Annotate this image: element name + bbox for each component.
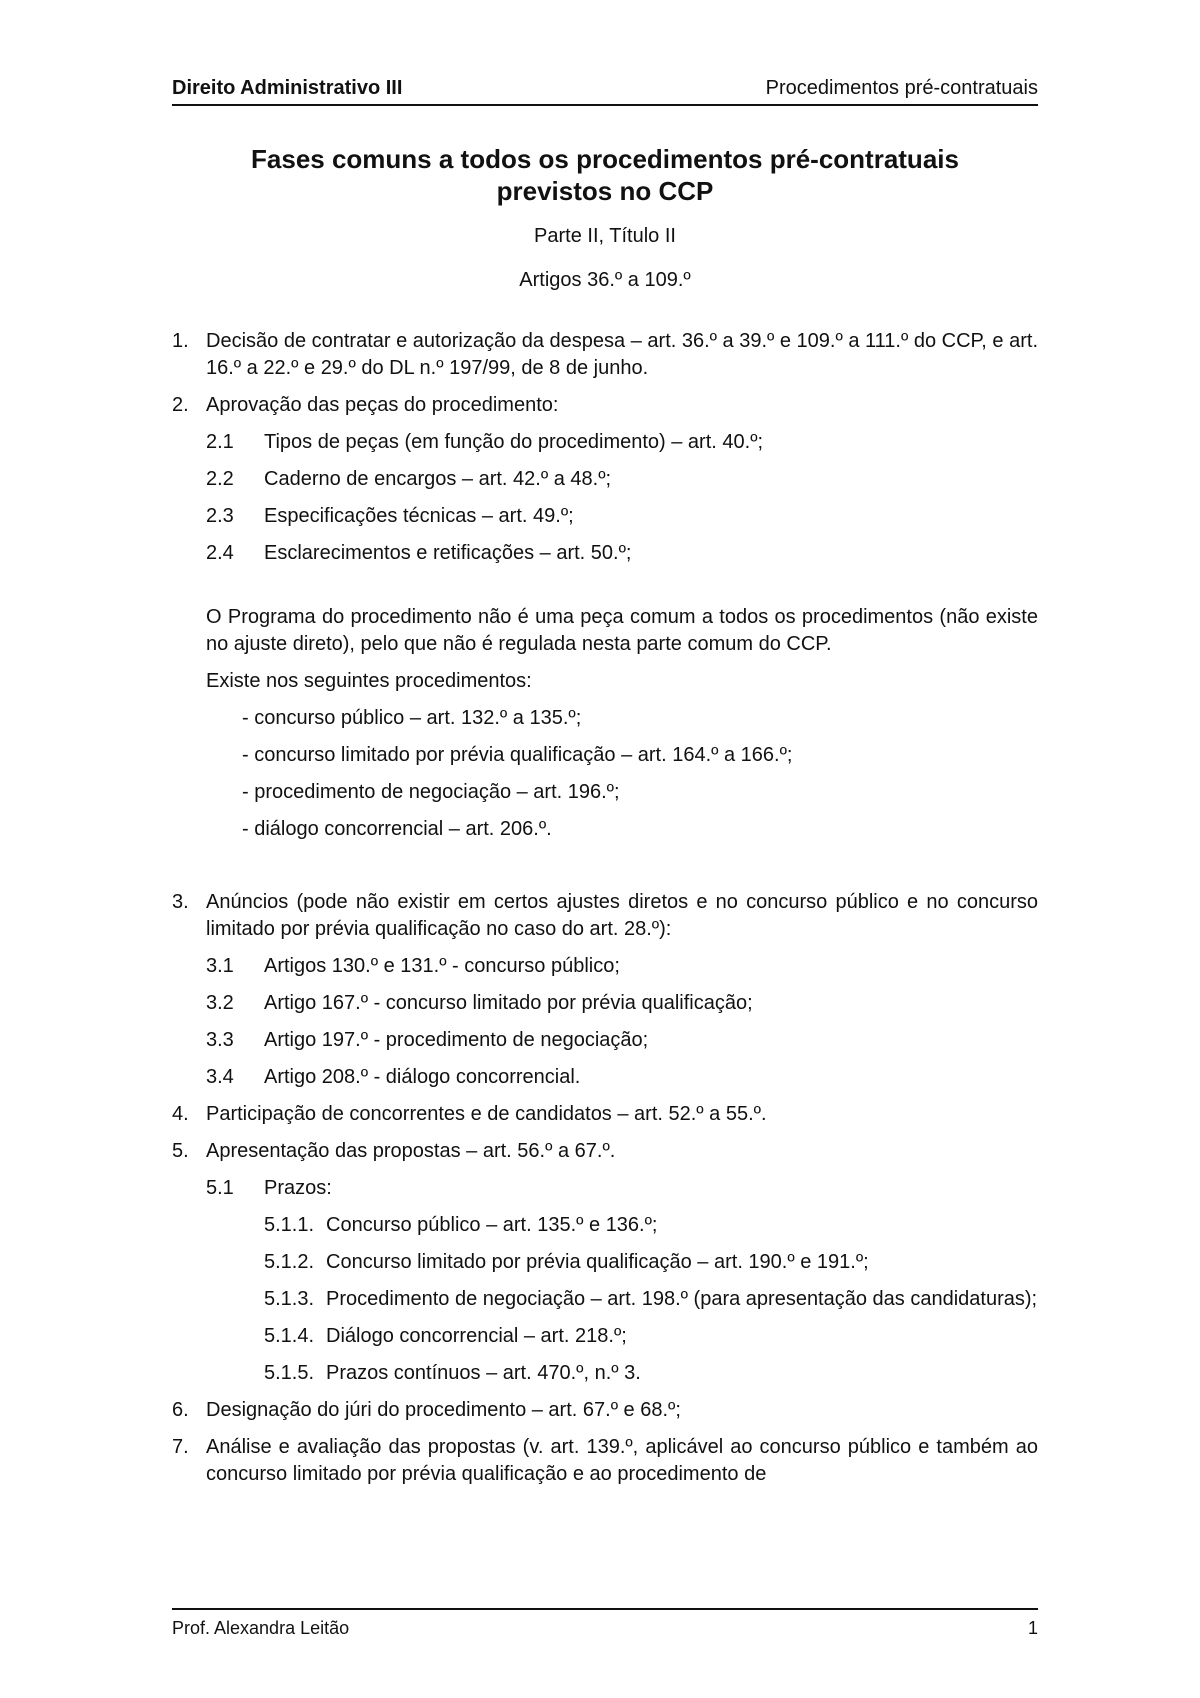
sub-item-number: 2.1 — [206, 431, 234, 453]
sub-item-text: Prazos: — [264, 1177, 332, 1199]
sub-item-number: 3.3 — [206, 1029, 234, 1051]
list-item — [172, 1138, 1038, 1165]
list-item-text: Apresentação das propostas – art. 56.º a 67.º. — [206, 1140, 616, 1162]
list-item-text: Participação de concorrentes e de candidatos – art. 52.º a 55.º. — [206, 1103, 767, 1125]
sub-item — [206, 503, 1038, 530]
list-item-number: 5. — [172, 1140, 189, 1162]
document-subtitle: Parte II, Título II — [534, 225, 676, 247]
sub-item-text: Artigos 130.º e 131.º - concurso público; — [264, 955, 620, 977]
document-articles: Artigos 36.º a 109.º — [519, 269, 691, 291]
list-item-number: 2. — [172, 394, 189, 416]
list-item — [172, 1101, 1038, 1128]
sub-item-number: 2.2 — [206, 468, 234, 490]
sub-item-number: 3.2 — [206, 992, 234, 1014]
header-section-title: Procedimentos pré-contratuais — [765, 77, 1038, 99]
sub-item-text: Artigo 167.º - concurso limitado por prévia qualificação; — [264, 992, 753, 1014]
list-item — [172, 889, 1038, 943]
title-line-1: Fases comuns a todos os procedimentos pré-contratuais — [251, 144, 959, 174]
sub-item — [206, 1064, 1038, 1091]
sub-item — [206, 1175, 1038, 1202]
sub-item — [206, 466, 1038, 493]
list-item — [172, 1434, 1038, 1488]
page-footer — [172, 1608, 1038, 1648]
sub-item-text: Especificações técnicas – art. 49.º; — [264, 505, 574, 527]
list-item-text: Aprovação das peças do procedimento: — [206, 394, 559, 416]
sub-sub-item — [264, 1249, 1038, 1276]
sub-sub-item-number: 5.1.4. — [264, 1325, 315, 1347]
sub-sub-item-text: Diálogo concorrencial – art. 218.º; — [326, 1325, 627, 1347]
sub-item-text: Esclarecimentos e retificações – art. 50.º; — [264, 542, 632, 564]
bullet-item: - concurso público – art. 132.º a 135.º; — [242, 707, 582, 729]
sub-item — [206, 990, 1038, 1017]
list-item-number: 4. — [172, 1103, 189, 1125]
sub-sub-item-text: Prazos contínuos – art. 470.º, n.º 3. — [326, 1362, 641, 1384]
list-item-text: Decisão de contratar e autorização da despesa – art. 36.º a 39.º e 109.º a 111.º do CCP, e art. 16.º a 22.º e 29.º do DL n.º 197/99, de 8 de junho. — [206, 330, 1038, 379]
header-course-title: Direito Administrativo III — [172, 77, 403, 99]
footer-author: Prof. Alexandra Leitão — [172, 1618, 350, 1638]
sub-item — [206, 1027, 1038, 1054]
sub-item-number: 5.1 — [206, 1177, 234, 1199]
list-item-number: 7. — [172, 1436, 189, 1458]
list-item-text: Análise e avaliação das propostas (v. art. 139.º, aplicável ao concurso público e também ao concurso limitado por prévia qualificação e ao procedimento de — [206, 1436, 1038, 1485]
sub-sub-item — [264, 1286, 1038, 1313]
list-item-text: Designação do júri do procedimento – art. 67.º e 68.º; — [206, 1399, 681, 1421]
bullet-item: - concurso limitado por prévia qualificação – art. 164.º a 166.º; — [242, 744, 793, 766]
sub-item-text: Caderno de encargos – art. 42.º a 48.º; — [264, 468, 612, 490]
sub-sub-item-text: Procedimento de negociação – art. 198.º (para apresentação das candidaturas); — [326, 1288, 1038, 1310]
sub-item — [206, 540, 1038, 567]
sub-item-number: 2.4 — [206, 542, 234, 564]
list-item-number: 1. — [172, 330, 189, 352]
sub-item-number: 3.1 — [206, 955, 234, 977]
sub-item-text: Artigo 208.º - diálogo concorrencial. — [264, 1066, 581, 1088]
sub-sub-item-number: 5.1.5. — [264, 1362, 315, 1384]
sub-sub-item-text: Concurso limitado por prévia qualificação – art. 190.º e 191.º; — [326, 1251, 869, 1273]
sub-item-number: 2.3 — [206, 505, 234, 527]
sub-sub-item — [264, 1360, 1038, 1387]
sub-sub-item-number: 5.1.3. — [264, 1288, 315, 1310]
note-paragraph: O Programa do procedimento não é uma peça comum a todos os procedimentos (não existe no ajuste direto), pelo que não é regulada nesta parte comum do CCP. — [206, 606, 1038, 655]
bullet-item: - procedimento de negociação – art. 196.º; — [242, 781, 620, 803]
list-item-text: Anúncios (pode não existir em certos ajustes diretos e no concurso público e no concurso limitado por prévia qualificação no caso do art. 28.º): — [206, 891, 1038, 940]
sub-sub-item-number: 5.1.1. — [264, 1214, 315, 1236]
sub-sub-item — [264, 1212, 1038, 1239]
sub-item — [206, 953, 1038, 980]
list-item-number: 3. — [172, 891, 189, 913]
list-item — [172, 1397, 1038, 1424]
sub-item-text: Artigo 197.º - procedimento de negociação; — [264, 1029, 649, 1051]
list-item — [172, 392, 1038, 419]
document-body — [172, 143, 1038, 1488]
note-paragraph: Existe nos seguintes procedimentos: — [206, 670, 532, 692]
sub-item-number: 3.4 — [206, 1066, 234, 1088]
bullet-item: - diálogo concorrencial – art. 206.º. — [242, 818, 552, 840]
list-item — [172, 328, 1038, 382]
sub-item-text: Tipos de peças (em função do procedimento) – art. 40.º; — [264, 431, 764, 453]
list-item-number: 6. — [172, 1399, 189, 1421]
title-line-2: previstos no CCP — [496, 176, 714, 206]
sub-sub-item-text: Concurso público – art. 135.º e 136.º; — [326, 1214, 658, 1236]
page-number: 1 — [1027, 1618, 1038, 1638]
sub-item — [206, 429, 1038, 456]
sub-sub-item — [264, 1323, 1038, 1350]
page-header — [172, 70, 1038, 106]
sub-sub-item-number: 5.1.2. — [264, 1251, 315, 1273]
document-title — [172, 143, 1038, 207]
